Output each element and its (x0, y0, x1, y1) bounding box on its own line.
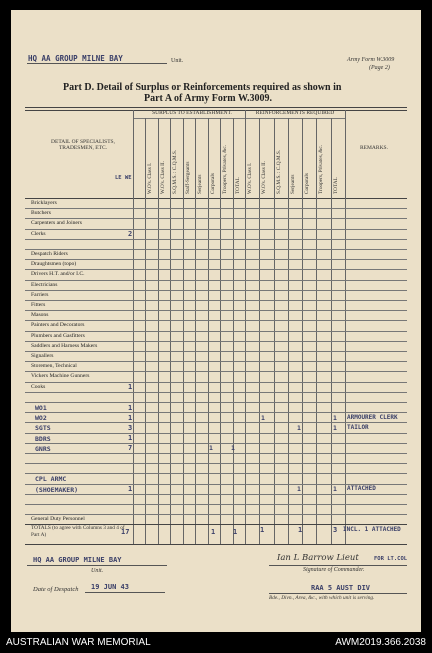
row-label: Butchers (31, 210, 51, 217)
row-label: SGTS (35, 424, 51, 433)
row-rule (25, 341, 407, 342)
row-rule (25, 494, 407, 495)
row-label: Signallers (31, 353, 54, 359)
row-mark: 1 (231, 444, 235, 453)
archive-accession: AWM2019.366.2038 (335, 637, 426, 648)
row-rule (25, 412, 407, 413)
totals-reinf-b: 1 (298, 526, 303, 534)
le-value: 1 (128, 383, 133, 392)
row-rule (25, 443, 407, 444)
form-page (11, 10, 421, 632)
le-value: 2 (128, 230, 133, 239)
totals-surplus-b: 1 (233, 528, 238, 536)
row-mark: 1 (333, 413, 337, 422)
le-col-rule (145, 118, 146, 544)
row-label: Drivers H.T. and/or I.C. (31, 271, 85, 278)
reinf-col-header: Corporals (304, 173, 311, 194)
surplus-col-header: Staff-Sergeants (184, 161, 191, 194)
signature-suffix: FOR LT.COL (374, 556, 408, 562)
row-rule (25, 229, 407, 230)
row-label: General Duty Personnel (31, 516, 85, 523)
reinf-group-header: REINFORCEMENTS REQUIRED (255, 110, 335, 116)
row-rule (25, 433, 407, 434)
archive-caption-bar (0, 633, 432, 653)
row-mark: 1 (297, 423, 301, 432)
row-rule (25, 463, 407, 464)
reinf-col-header: Serjeants (289, 174, 296, 194)
formation-line (269, 593, 407, 594)
row-rule (25, 504, 407, 505)
commander-signature: Ian L Barrow Lieut (277, 553, 359, 563)
row-label: BDRS (35, 434, 51, 443)
row-rule (25, 473, 407, 474)
row-rule (25, 382, 407, 383)
row-label: Saddlers and Harness Makers (31, 342, 98, 349)
formation-value: RAA 5 AUST DIV (311, 584, 371, 592)
row-remark: ATTACHED (347, 485, 376, 493)
row-rule (25, 280, 407, 281)
row-label: Bricklayers (31, 200, 57, 206)
detail-col-rule (133, 110, 134, 544)
row-label: Carpenters and Joiners (31, 220, 82, 227)
surplus-subcol-rule (208, 118, 209, 544)
totals-reinf-c: 3 (333, 526, 338, 534)
surplus-col-rule (245, 110, 246, 544)
row-rule (25, 218, 407, 219)
detail-header: DETAIL OF SPECIALISTS, TRADESMEN, ETC. (51, 139, 115, 151)
le-value: 1 (128, 434, 133, 443)
row-rule (25, 239, 407, 240)
row-rule (25, 310, 407, 311)
signature-label: Signature of Commander. (303, 567, 365, 573)
row-rule (25, 484, 407, 485)
row-mark: 1 (333, 485, 337, 494)
form-ref: Army Form W.3009 (347, 57, 395, 63)
row-label: Painters and Decorators (31, 322, 85, 329)
le-we-header: LE WE (115, 175, 132, 181)
row-mark: 1 (261, 413, 265, 422)
row-rule (25, 320, 407, 321)
totals-label: TOTALS (to agree with Columns 3 and 4 of Part A) (31, 525, 125, 538)
reinf-col-header: Troopers, Privates, &c. (318, 144, 325, 194)
title-line2: Part A of Army Form W.3009. (144, 93, 273, 104)
row-label: Storemen, Technical (31, 363, 77, 370)
form-page: (Page 2) (369, 65, 390, 71)
row-rule (25, 269, 407, 270)
totals-reinf-a: 1 (260, 526, 265, 534)
row-rule (25, 259, 407, 260)
row-rule (25, 290, 407, 291)
surplus-col-header: Corporals (209, 173, 216, 194)
row-mark: 1 (297, 485, 301, 494)
row-remark: TAILOR (347, 423, 369, 431)
row-rule (25, 392, 407, 393)
despatch-line (85, 592, 165, 593)
row-rule (25, 208, 407, 209)
row-label: Draughtsmen (topo) (31, 261, 77, 268)
unit-label: Unit. (171, 58, 184, 64)
surplus-subcol-rule (183, 118, 184, 544)
formation-label: Bde., Divn., Area, &c., with which unit is serving. (269, 595, 375, 601)
row-label: Fitters (31, 302, 46, 308)
row-rule (25, 249, 407, 250)
surplus-col-header: W.O's. Class I. (147, 162, 153, 194)
unit-value: HQ AA GROUP MILNE BAY (28, 54, 123, 63)
footer-unit-value: HQ AA GROUP MILNE BAY (33, 556, 122, 564)
reinf-col-header: W.O's. Class I. (247, 162, 253, 194)
archive-name: AUSTRALIAN WAR MEMORIAL (6, 637, 151, 648)
surplus-col-header: W.O's. Class II. (159, 161, 166, 194)
row-label: Electricians (31, 281, 58, 288)
reinf-col-rule (345, 110, 346, 544)
row-label: Clerks (31, 230, 46, 237)
reinf-col-header: W.O's. Class II. (261, 161, 268, 194)
surplus-subcol-rule (220, 118, 221, 544)
reinf-subcol-rule (274, 118, 275, 544)
row-mark: 1 (333, 423, 337, 432)
row-rule (25, 453, 407, 454)
row-label: WO2 (35, 414, 47, 423)
row-rule (25, 331, 407, 332)
le-value: 3 (128, 423, 133, 432)
reinf-col-header: S.Q.M.S. : C.Q.M.S. (275, 149, 282, 194)
surplus-col-header: Troopers, Privates, &c. (222, 144, 228, 194)
group-header-rule (133, 118, 345, 119)
row-rule (25, 300, 407, 301)
despatch-label: Date of Despatch (33, 586, 79, 593)
totals-bottom-rule (25, 544, 407, 545)
row-remark: ARMOURER CLERK (347, 413, 398, 421)
reinf-subcol-rule (316, 118, 317, 544)
reinf-subcol-rule (331, 118, 332, 544)
table-top-rule (25, 107, 407, 108)
surplus-col-header: S.Q.M.S. : C.Q.M.S. (172, 149, 178, 194)
surplus-subcol-rule (195, 118, 196, 544)
totals-remark: INCL. 1 ATTACHED (343, 526, 401, 533)
header-bottom-rule (25, 198, 407, 199)
row-label: Vickers Machine Gunners (31, 373, 90, 380)
row-label: CPL ARMC (35, 475, 67, 484)
row-label: Masons (31, 312, 49, 319)
row-label: Cooks (31, 383, 46, 390)
surplus-group-header: SURPLUS TO ESTABLISHMENT. (152, 110, 232, 116)
reinf-subcol-rule (259, 118, 260, 544)
row-label: Farriers (31, 291, 49, 298)
row-rule (25, 422, 407, 423)
surplus-subcol-rule (170, 118, 171, 544)
row-label: WO1 (35, 404, 47, 412)
le-value: 1 (128, 413, 133, 422)
row-label: Despatch Riders (31, 251, 68, 257)
row-label: GNRS (35, 444, 51, 453)
reinf-subcol-rule (302, 118, 303, 544)
row-rule (25, 514, 407, 515)
totals-le: 17 (121, 528, 130, 536)
surplus-subcol-rule (233, 118, 234, 544)
totals-surplus-a: 1 (211, 528, 216, 536)
row-label: (SHOEMAKER) (35, 485, 79, 494)
row-rule (25, 402, 407, 403)
le-value: 1 (128, 485, 133, 494)
surplus-subcol-rule (158, 118, 159, 544)
surplus-col-header: TOTAL (234, 177, 241, 194)
despatch-value: 19 JUN 43 (91, 583, 129, 591)
row-rule (25, 351, 407, 352)
reinf-subcol-rule (288, 118, 289, 544)
le-value: 1 (128, 403, 133, 412)
reinf-col-header: TOTAL (332, 177, 339, 194)
remarks-header: REMARKS. (360, 145, 388, 151)
footer-unit-label: Unit. (91, 568, 104, 574)
unit-underline (27, 63, 167, 64)
row-mark: 1 (209, 444, 213, 453)
title-line1: Part D. Detail of Surplus or Reinforcements required as shown in (63, 82, 342, 93)
signature-line (269, 565, 407, 566)
surplus-col-header: Serjeants (197, 174, 203, 194)
footer-unit-line (27, 565, 167, 566)
row-label: Plumbers and Gasfitters (31, 332, 85, 339)
row-rule (25, 371, 407, 372)
le-value: 7 (128, 444, 133, 453)
row-rule (25, 361, 407, 362)
